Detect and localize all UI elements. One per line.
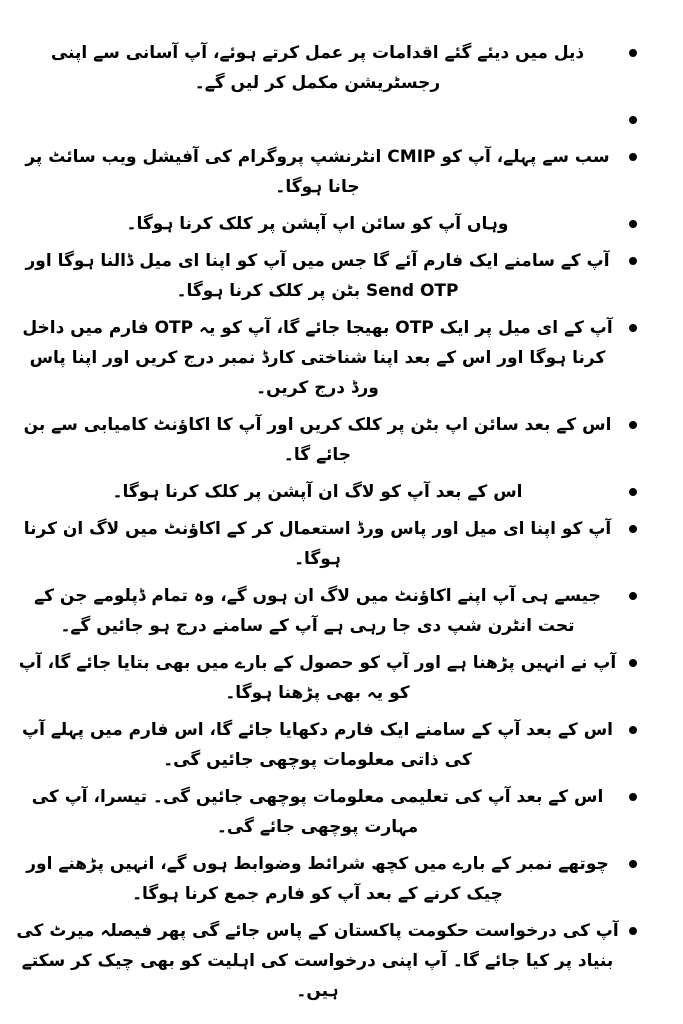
list-item-text: آپ کو اپنا ای میل اور پاس ورڈ استعمال کر کے اکاؤنٹ میں لاگ ان کرنا ہوگا۔ <box>23 519 612 569</box>
list-item <box>14 142 671 202</box>
list-item-text: وہاں آپ کو سائن اپ آپشن پر کلک کرنا ہوگا۔ <box>126 214 509 234</box>
list-item <box>14 849 671 909</box>
bullet-icon <box>629 927 637 935</box>
list-item <box>14 648 671 708</box>
list-item <box>14 209 671 239</box>
list-item-text: آپ کے سامنے ایک فارم آئے گا جس میں آپ کو اپنا ای میل ڈالنا ہوگا اور Send OTP بٹن پر کلک کرنا ہوگا۔ <box>25 251 610 301</box>
list-item-text: اس کے بعد آپ کی تعلیمی معلومات پوچھی جائیں گی۔ تیسرا، آپ کی مہارت پوچھی جائے گی۔ <box>31 787 604 837</box>
list-item <box>14 514 671 574</box>
bullet-icon <box>629 793 637 801</box>
bullet-icon <box>629 116 637 124</box>
list-item <box>14 313 671 403</box>
list-item <box>14 38 671 98</box>
bullet-icon <box>629 860 637 868</box>
bullet-icon <box>629 726 637 734</box>
list-item-text: آپ نے انہیں پڑھنا ہے اور آپ کو حصول کے بارے میں بھی بتایا جائے گا، آپ کو یہ بھی پڑھنا ہوگا۔ <box>18 653 617 703</box>
bullet-icon <box>629 488 637 496</box>
bullet-icon <box>629 525 637 533</box>
list-item-text: ذیل میں دیئے گئے اقدامات پر عمل کرتے ہوئے، آپ آسانی سے اپنی رجسٹریشن مکمل کر لیں گے۔ <box>50 43 585 93</box>
list-item <box>14 715 671 775</box>
list-item-text: اس کے بعد سائن اپ بٹن پر کلک کریں اور آپ کا اکاؤنٹ کامیابی سے بن جائے گا۔ <box>23 415 612 465</box>
bullet-icon <box>629 257 637 265</box>
bullet-icon <box>629 421 637 429</box>
list-item-text: سب سے پہلے، آپ کو CMIP انٹرنشپ پروگرام کی آفیشل ویب سائٹ پر جانا ہوگا۔ <box>25 147 610 197</box>
bullet-icon <box>629 592 637 600</box>
list-item <box>14 581 671 641</box>
list-item <box>14 246 671 306</box>
list-item-text: آپ کے ای میل پر ایک OTP بھیجا جائے گا، آپ کو یہ OTP فارم میں داخل کرنا ہوگا اور اس کے بعد اپنا شناختی کارڈ نمبر درج کریں اور اپنا پاس ورڈ درج کریں۔ <box>22 318 613 398</box>
bullet-icon <box>629 324 637 332</box>
list-item <box>14 477 671 507</box>
bullet-icon <box>629 49 637 57</box>
list-item-text: اس کے بعد آپ کو لاگ ان آپشن پر کلک کرنا ہوگا۔ <box>112 482 523 502</box>
list-item-text: چوتھے نمبر کے بارے میں کچھ شرائط وضوابط ہوں گے، انہیں پڑھنے اور چیک کرنے کے بعد آپ کو فارم جمع کرنا ہوگا۔ <box>26 854 609 904</box>
bullet-icon <box>629 220 637 228</box>
list-item <box>14 105 671 135</box>
list-item-text: آپ کی درخواست حکومت پاکستان کے پاس جائے گی پھر فیصلہ میرٹ کی بنیاد پر کیا جائے گا۔ آپ اپنی درخواست کی اہلیت کو بھی چیک کر سکتے ہیں۔ <box>16 921 619 1001</box>
list-item <box>14 410 671 470</box>
list-item-text: اس کے بعد آپ کے سامنے ایک فارم دکھایا جائے گا، اس فارم میں پہلے آپ کی ذاتی معلومات پوچھی جائیں گی۔ <box>21 720 614 770</box>
bullet-icon <box>629 153 637 161</box>
instruction-list <box>14 38 671 1006</box>
list-item <box>14 782 671 842</box>
bullet-icon <box>629 659 637 667</box>
list-item-text: جیسے ہی آپ اپنے اکاؤنٹ میں لاگ ان ہوں گے، وہ تمام ڈپلومے جن کے تحت انٹرن شپ دی جا رہی ہے آپ کے سامنے درج ہو جائیں گے۔ <box>34 586 601 636</box>
list-item <box>14 916 671 1006</box>
